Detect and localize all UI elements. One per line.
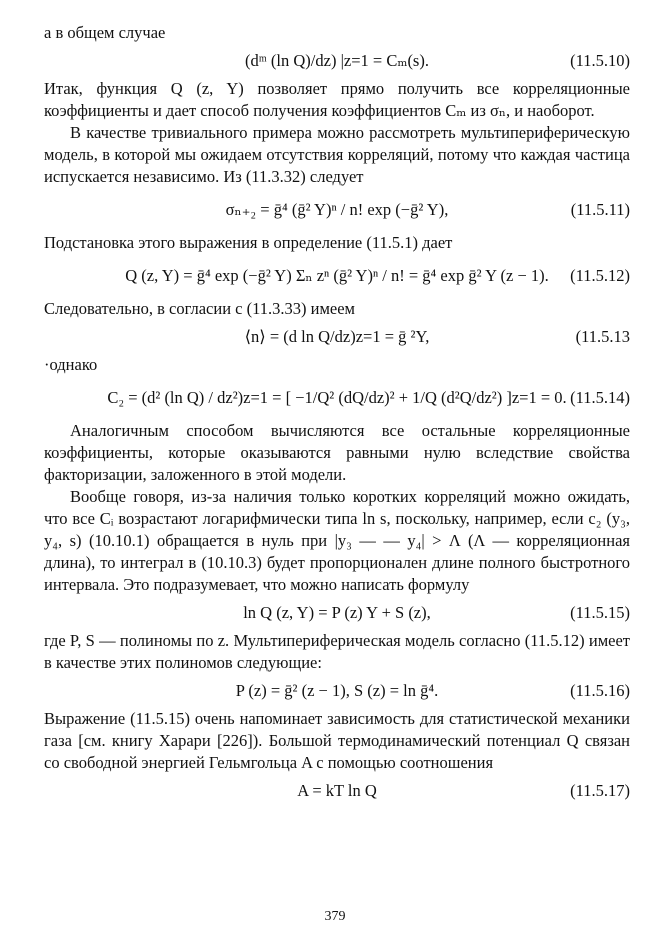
equation-number: (11.5.14) bbox=[570, 388, 630, 407]
equation-number: (11.5.12) bbox=[570, 266, 630, 285]
equation-body: Q (z, Y) = ḡ⁴ exp (−ḡ² Y) Σₙ zⁿ (ḡ² Y)ⁿ / n! = ḡ⁴ exp ḡ² Y (z − 1). bbox=[125, 266, 549, 285]
equation-body: σₙ₊₂ = ḡ⁴ (ḡ² Y)ⁿ / n! exp (−ḡ² Y), bbox=[225, 200, 449, 219]
paragraph: Вообще говоря, из-за наличия только коротких корреляций можно ожидать, что все Cᵢ возрастают логарифмически типа ln s, поскольку, например, если c₂ (y₃, y₄, s) (10.10.1) обращается в нуль при |y₃ — — y₄| > Λ (Λ — корреляционная длина), то интеграл в (10.10.3) будет пропорционален длине полного быстротного интервала. Это подразумевает, что можно написать формулу bbox=[44, 487, 630, 594]
equation-11-5-15 bbox=[44, 596, 630, 630]
page-number: 379 bbox=[324, 909, 346, 924]
equation-11-5-12 bbox=[44, 254, 630, 298]
paragraph: В качестве тривиального примера можно рассмотреть мультипериферическую модель, в которой мы ожидаем отсутствия корреляций, потому что каждая частица испускается независимо. Из (11.3.32) следует bbox=[44, 123, 630, 186]
equation-body: P (z) = ḡ² (z − 1), S (z) = ln ḡ⁴. bbox=[235, 681, 439, 700]
page-body bbox=[44, 22, 630, 808]
equation-11-5-14 bbox=[44, 376, 630, 420]
equation-11-5-10 bbox=[44, 44, 630, 78]
equation-number: (11.5.11) bbox=[570, 200, 630, 219]
equation-number: (11.5.13 bbox=[575, 327, 630, 346]
equation-number: (11.5.15) bbox=[570, 603, 630, 622]
paragraph: а в общем случае bbox=[44, 23, 166, 42]
equation-body: C₂ = (d² (ln Q) / dz²)z=1 = [ −1/Q² (dQ/dz)² + 1/Q (d²Q/dz²) ]z=1 = 0. bbox=[107, 388, 567, 407]
paragraph: Следовательно, в согласии с (11.3.33) имеем bbox=[44, 299, 355, 318]
equation-11-5-13 bbox=[44, 320, 630, 354]
equation-11-5-11 bbox=[44, 188, 630, 232]
equation-number: (11.5.16) bbox=[570, 681, 630, 700]
paragraph: ·однако bbox=[44, 355, 98, 374]
equation-body: ln Q (z, Y) = P (z) Y + S (z), bbox=[243, 603, 431, 622]
equation-body: ⟨n⟩ = (d ln Q/dz)z=1 = ḡ ²Y, bbox=[244, 327, 430, 346]
equation-number: (11.5.10) bbox=[570, 51, 630, 70]
paragraph: где P, S — полиномы по z. Мультипериферическая модель согласно (11.5.12) имеет в качестве этих полиномов следующие: bbox=[44, 631, 630, 672]
equation-body: (dᵐ (ln Q)/dz) |z=1 = Cₘ(s). bbox=[245, 51, 429, 70]
paragraph: Подстановка этого выражения в определение (11.5.1) дает bbox=[44, 233, 453, 252]
equation-number: (11.5.17) bbox=[570, 781, 630, 800]
paragraph: Итак, функция Q (z, Y) позволяет прямо получить все корреляционные коэффициенты и дает способ получения коэффициентов Cₘ из σₙ, и наоборот. bbox=[44, 79, 630, 120]
equation-body: A = kT ln Q bbox=[297, 781, 377, 800]
paragraph: Выражение (11.5.15) очень напоминает зависимость для статистической механики газа [см. книгу Харари [226]). Большой термодинамический потенциал Q связан со свободной энергией Гельмгольца A с помощью соотношения bbox=[44, 709, 630, 772]
equation-11-5-17 bbox=[44, 774, 630, 808]
paragraph: Аналогичным способом вычисляются все остальные корреляционные коэффициенты, которые оказываются равными нулю вследствие свойства факторизации, заложенного в этой модели. bbox=[44, 421, 630, 484]
equation-11-5-16 bbox=[44, 674, 630, 708]
